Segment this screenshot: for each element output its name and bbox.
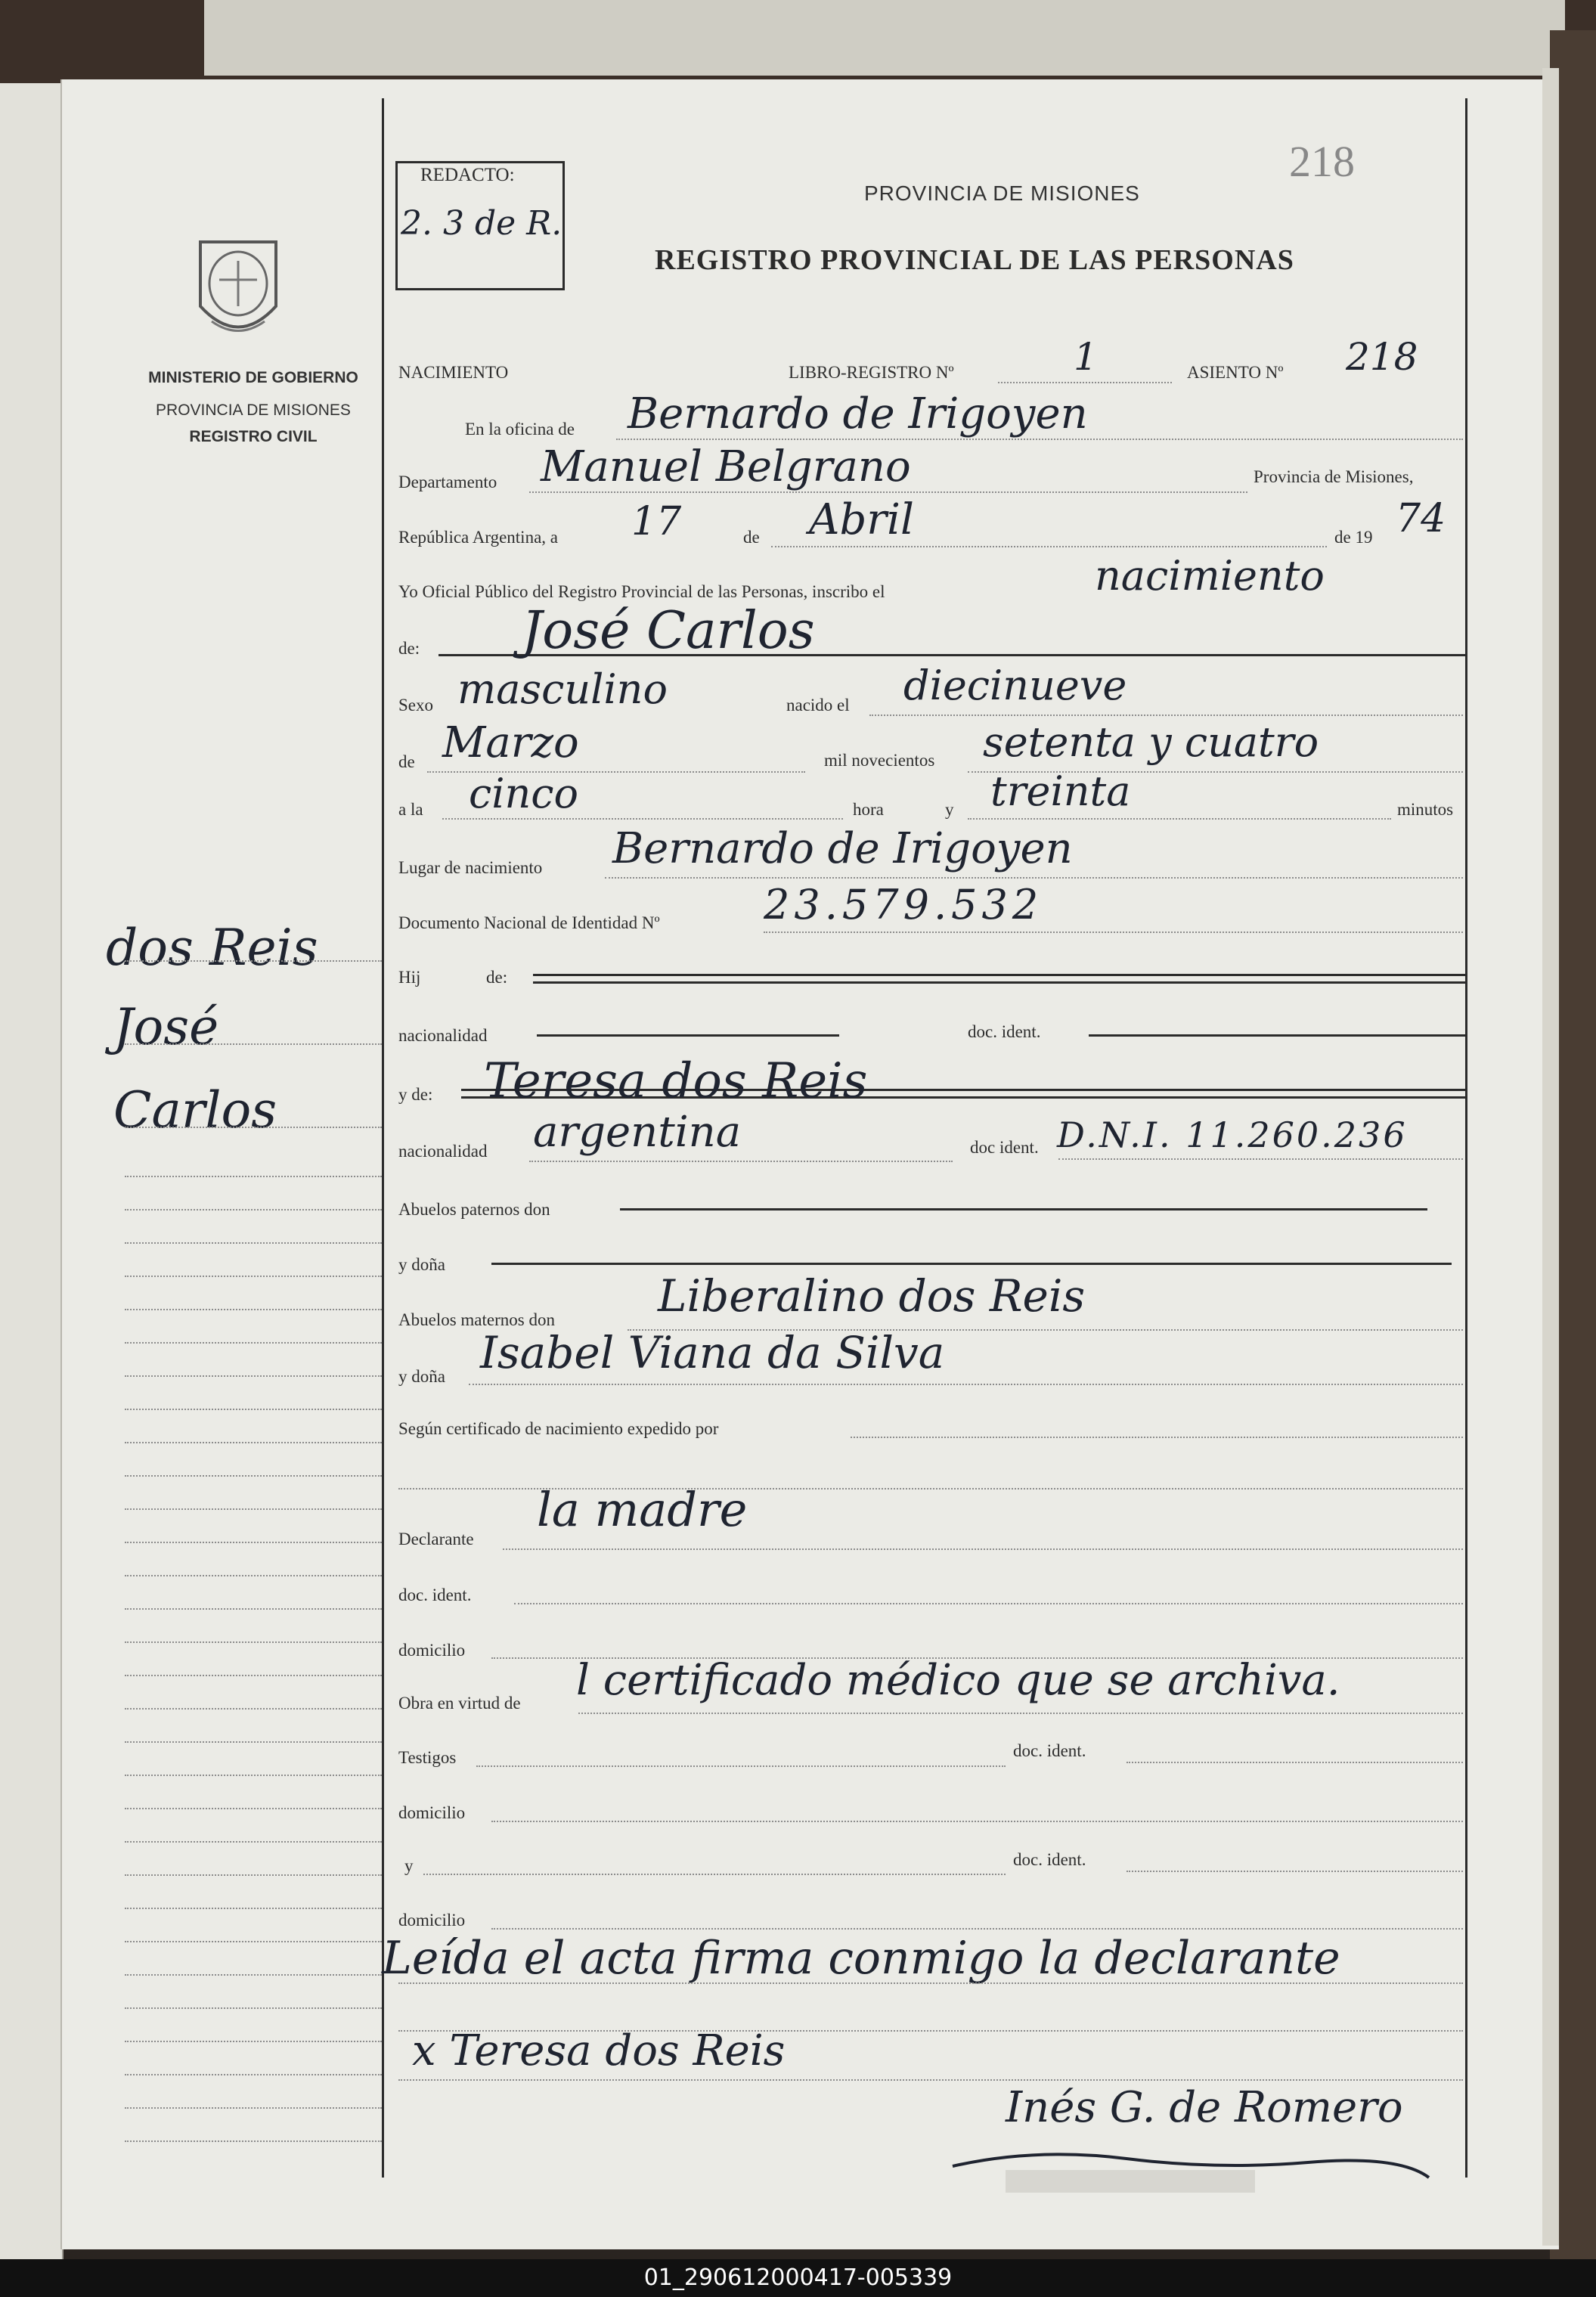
domicilio3-line xyxy=(491,1928,1463,1930)
sidebar-ruled-line xyxy=(125,960,382,962)
abuela-mat-value[interactable]: Isabel Viana da Silva xyxy=(480,1327,945,1378)
sidebar-ruled-line xyxy=(125,1309,382,1310)
nacionalidad2-label: nacionalidad xyxy=(398,1142,488,1161)
mes-nac-value[interactable]: Marzo xyxy=(442,718,579,767)
departamento-line xyxy=(529,491,1247,493)
libro-value[interactable]: 1 xyxy=(1074,335,1098,379)
y2-line xyxy=(423,1874,1006,1875)
libro-label: LIBRO-REGISTRO Nº xyxy=(789,363,954,382)
sidebar-ruled-line xyxy=(125,1775,382,1776)
hora-label: hora xyxy=(853,800,884,819)
margin-note-line1: dos Reis xyxy=(106,919,318,977)
doc-ident3-line xyxy=(514,1603,1463,1604)
oficial-label: Yo Oficial Público del Registro Provincial de las Personas, inscribo el xyxy=(398,582,885,601)
ydona1-line xyxy=(491,1263,1452,1265)
doc-ident1-label: doc. ident. xyxy=(968,1022,1041,1041)
obra-line xyxy=(578,1713,1463,1714)
sidebar-ruled-line xyxy=(125,1874,382,1876)
sexo-label: Sexo xyxy=(398,696,433,715)
declarante-label: Declarante xyxy=(398,1530,474,1548)
previous-page-edge xyxy=(0,83,64,2261)
nacido-value[interactable]: diecinueve xyxy=(903,662,1127,709)
sidebar-ruled-line xyxy=(125,1043,382,1045)
obra-label: Obra en virtud de xyxy=(398,1694,521,1713)
sidebar-ruled-line xyxy=(125,1841,382,1843)
ydona2-label: y doña xyxy=(398,1367,445,1386)
sidebar-ruled-line xyxy=(125,1708,382,1710)
doc-ident2-value[interactable]: D.N.I. 11.260.236 xyxy=(1057,1114,1408,1155)
sidebar-ruled-line xyxy=(125,1409,382,1410)
form-left-border xyxy=(382,98,384,2178)
margin-note-line2: José xyxy=(113,998,219,1056)
margin-note-line3: Carlos xyxy=(113,1081,277,1139)
redacto-value: 2. 3 de R. xyxy=(401,204,562,243)
doc-ident4-label: doc. ident. xyxy=(1013,1741,1086,1760)
closing-line-3 xyxy=(398,2079,1463,2081)
hijo-line-1 xyxy=(533,974,1465,976)
domicilio3-label: domicilio xyxy=(398,1911,466,1930)
firma-oficial[interactable]: Inés G. de Romero xyxy=(1006,2083,1403,2132)
sidebar-ruled-line xyxy=(125,1575,382,1576)
nacionalidad1-line xyxy=(537,1034,839,1037)
doc-ident1-line xyxy=(1089,1034,1467,1037)
mil-label: mil novecientos xyxy=(824,751,935,770)
sidebar-ruled-line xyxy=(125,1342,382,1344)
closing-line-1 xyxy=(398,1982,1463,1984)
hijo-label: Hij xyxy=(398,968,421,987)
segun-label: Según certificado de nacimiento expedido por xyxy=(398,1419,719,1438)
oficina-label: En la oficina de xyxy=(465,420,575,439)
sidebar-ruled-line xyxy=(125,1508,382,1510)
firma-declarante[interactable]: x Teresa dos Reis xyxy=(412,2026,786,2075)
mes-value[interactable]: Abril xyxy=(809,495,914,544)
sidebar-ruled-line xyxy=(125,1641,382,1643)
sidebar-ruled-line xyxy=(125,1375,382,1377)
doc-ident2-line xyxy=(1058,1158,1463,1160)
abuelos-mat-label: Abuelos maternos don xyxy=(398,1310,555,1329)
mes-line xyxy=(771,546,1327,547)
abuelos-pat-label: Abuelos paternos don xyxy=(398,1200,550,1219)
hora-line xyxy=(442,818,843,820)
lugar-label: Lugar de nacimiento xyxy=(398,858,543,877)
anio-value[interactable]: 74 xyxy=(1396,496,1446,541)
de3-label: de xyxy=(398,752,415,771)
hora-value[interactable]: cinco xyxy=(469,770,579,817)
sidebar-ruled-line xyxy=(125,1442,382,1443)
doc-ident2-label: doc ident. xyxy=(970,1138,1039,1157)
doc-ident4-line xyxy=(1126,1762,1463,1763)
faded-stamp xyxy=(1006,2170,1255,2193)
redacto-label: REDACTO: xyxy=(420,165,515,185)
sidebar-ruled-line xyxy=(125,1542,382,1543)
nacionalidad1-label: nacionalidad xyxy=(398,1026,488,1045)
departamento-value[interactable]: Manuel Belgrano xyxy=(541,442,911,491)
oficina-line xyxy=(616,439,1463,440)
de2-label: de: xyxy=(398,639,420,658)
declarante-value[interactable]: la madre xyxy=(537,1482,748,1537)
testigos-label: Testigos xyxy=(398,1748,457,1767)
dni-line xyxy=(764,932,1463,933)
lugar-line xyxy=(605,877,1463,879)
hijo-de-label: de: xyxy=(486,968,508,987)
leida-value[interactable]: Leída el acta firma conmigo la declarante xyxy=(382,1932,1340,1985)
ala-label: a la xyxy=(398,800,423,819)
departamento-label: Departamento xyxy=(398,473,497,491)
form-right-border xyxy=(1465,98,1467,2178)
sidebar-ruled-line xyxy=(125,1209,382,1210)
sidebar-ruled-line xyxy=(125,1176,382,1177)
anio-nac-value[interactable]: setenta y cuatro xyxy=(983,718,1319,766)
de-label: de xyxy=(743,528,760,547)
y2-label: y xyxy=(404,1856,414,1875)
abuelo-mat-value[interactable]: Liberalino dos Reis xyxy=(658,1270,1086,1322)
madre-value[interactable]: Teresa dos Reis xyxy=(484,1053,868,1109)
ydona1-label: y doña xyxy=(398,1255,445,1274)
domicilio1-label: domicilio xyxy=(398,1641,466,1660)
asiento-label: ASIENTO Nº xyxy=(1187,363,1284,382)
doc-ident5-label: doc. ident. xyxy=(1013,1850,1086,1869)
registry-heading: REGISTRO PROVINCIAL DE LAS PERSONAS xyxy=(655,244,1294,276)
nacionalidad2-line xyxy=(529,1161,953,1162)
sidebar-ruled-line xyxy=(125,1127,382,1128)
y-label: y xyxy=(945,800,954,819)
ministry-line3: REGISTRO CIVIL xyxy=(189,428,318,445)
minutos-value[interactable]: treinta xyxy=(990,767,1131,815)
province-heading: PROVINCIA DE MISIONES xyxy=(864,181,1140,205)
file-id-bar xyxy=(0,2259,1596,2297)
nombre-value[interactable]: José Carlos xyxy=(522,601,815,661)
testigos-line xyxy=(476,1765,1006,1767)
minutos-label: minutos xyxy=(1397,800,1454,819)
anio-label: de 19 xyxy=(1334,528,1373,547)
sidebar-ruled-line xyxy=(125,1808,382,1809)
sidebar-ruled-line xyxy=(125,1908,382,1909)
dni-value[interactable]: 23.579.532 xyxy=(764,881,1043,928)
abuelos-pat-line xyxy=(620,1208,1427,1210)
yde-label: y de: xyxy=(398,1085,433,1104)
sidebar-ruled-line xyxy=(125,1941,382,1942)
sexo-value[interactable]: masculino xyxy=(457,665,668,713)
ministry-line1: MINISTERIO DE GOBIERNO xyxy=(148,369,358,386)
dni-label: Documento Nacional de Identidad Nº xyxy=(398,913,660,932)
doc-ident5-line xyxy=(1126,1871,1463,1872)
folio-number: 218 xyxy=(1289,137,1355,186)
sidebar-ruled-line xyxy=(125,2007,382,2009)
domicilio2-label: domicilio xyxy=(398,1803,466,1822)
doc-ident3-label: doc. ident. xyxy=(398,1586,472,1604)
dia-value[interactable]: 17 xyxy=(631,499,682,544)
sidebar-ruled-line xyxy=(125,1276,382,1277)
obra-value[interactable]: l certificado médico que se archiva. xyxy=(576,1656,1340,1705)
hijo-line-2 xyxy=(533,981,1465,984)
libro-line xyxy=(998,382,1172,383)
sidebar-ruled-line xyxy=(125,1741,382,1743)
segun-line xyxy=(851,1437,1463,1438)
provincia-label: Provincia de Misiones, xyxy=(1254,467,1414,486)
asiento-value[interactable]: 218 xyxy=(1346,335,1418,379)
sidebar-ruled-line xyxy=(125,2041,382,2042)
nacido-line xyxy=(869,715,1463,716)
domicilio2-line xyxy=(491,1821,1463,1822)
inscribo-value[interactable]: nacimiento xyxy=(1095,552,1325,600)
ministry-line2: PROVINCIA DE MISIONES xyxy=(156,401,351,419)
sidebar-ruled-line xyxy=(125,1608,382,1610)
ydona2-line xyxy=(469,1384,1463,1385)
sidebar-ruled-line xyxy=(125,1475,382,1477)
sidebar-ruled-line xyxy=(125,2074,382,2075)
nacimiento-label: NACIMIENTO xyxy=(398,363,509,382)
minutos-line xyxy=(968,818,1391,820)
nacionalidad2-value[interactable]: argentina xyxy=(533,1108,742,1157)
nacido-label: nacido el xyxy=(786,696,850,715)
ministry-crest-icon xyxy=(189,227,287,352)
lugar-value[interactable]: Bernardo de Irigoyen xyxy=(612,824,1073,873)
declarante-line xyxy=(503,1548,1463,1550)
sidebar-ruled-line xyxy=(125,1974,382,1976)
sidebar-ruled-line xyxy=(125,1242,382,1244)
sidebar-ruled-line xyxy=(125,2140,382,2142)
oficina-value[interactable]: Bernardo de Irigoyen xyxy=(628,389,1088,439)
sidebar-ruled-line xyxy=(125,1675,382,1676)
page-edge xyxy=(1542,68,1559,2246)
sidebar-ruled-line xyxy=(125,2107,382,2109)
republica-label: República Argentina, a xyxy=(398,528,558,547)
book-cover-edge xyxy=(204,0,1565,76)
file-id: 01_290612000417-005339 xyxy=(643,2264,953,2291)
